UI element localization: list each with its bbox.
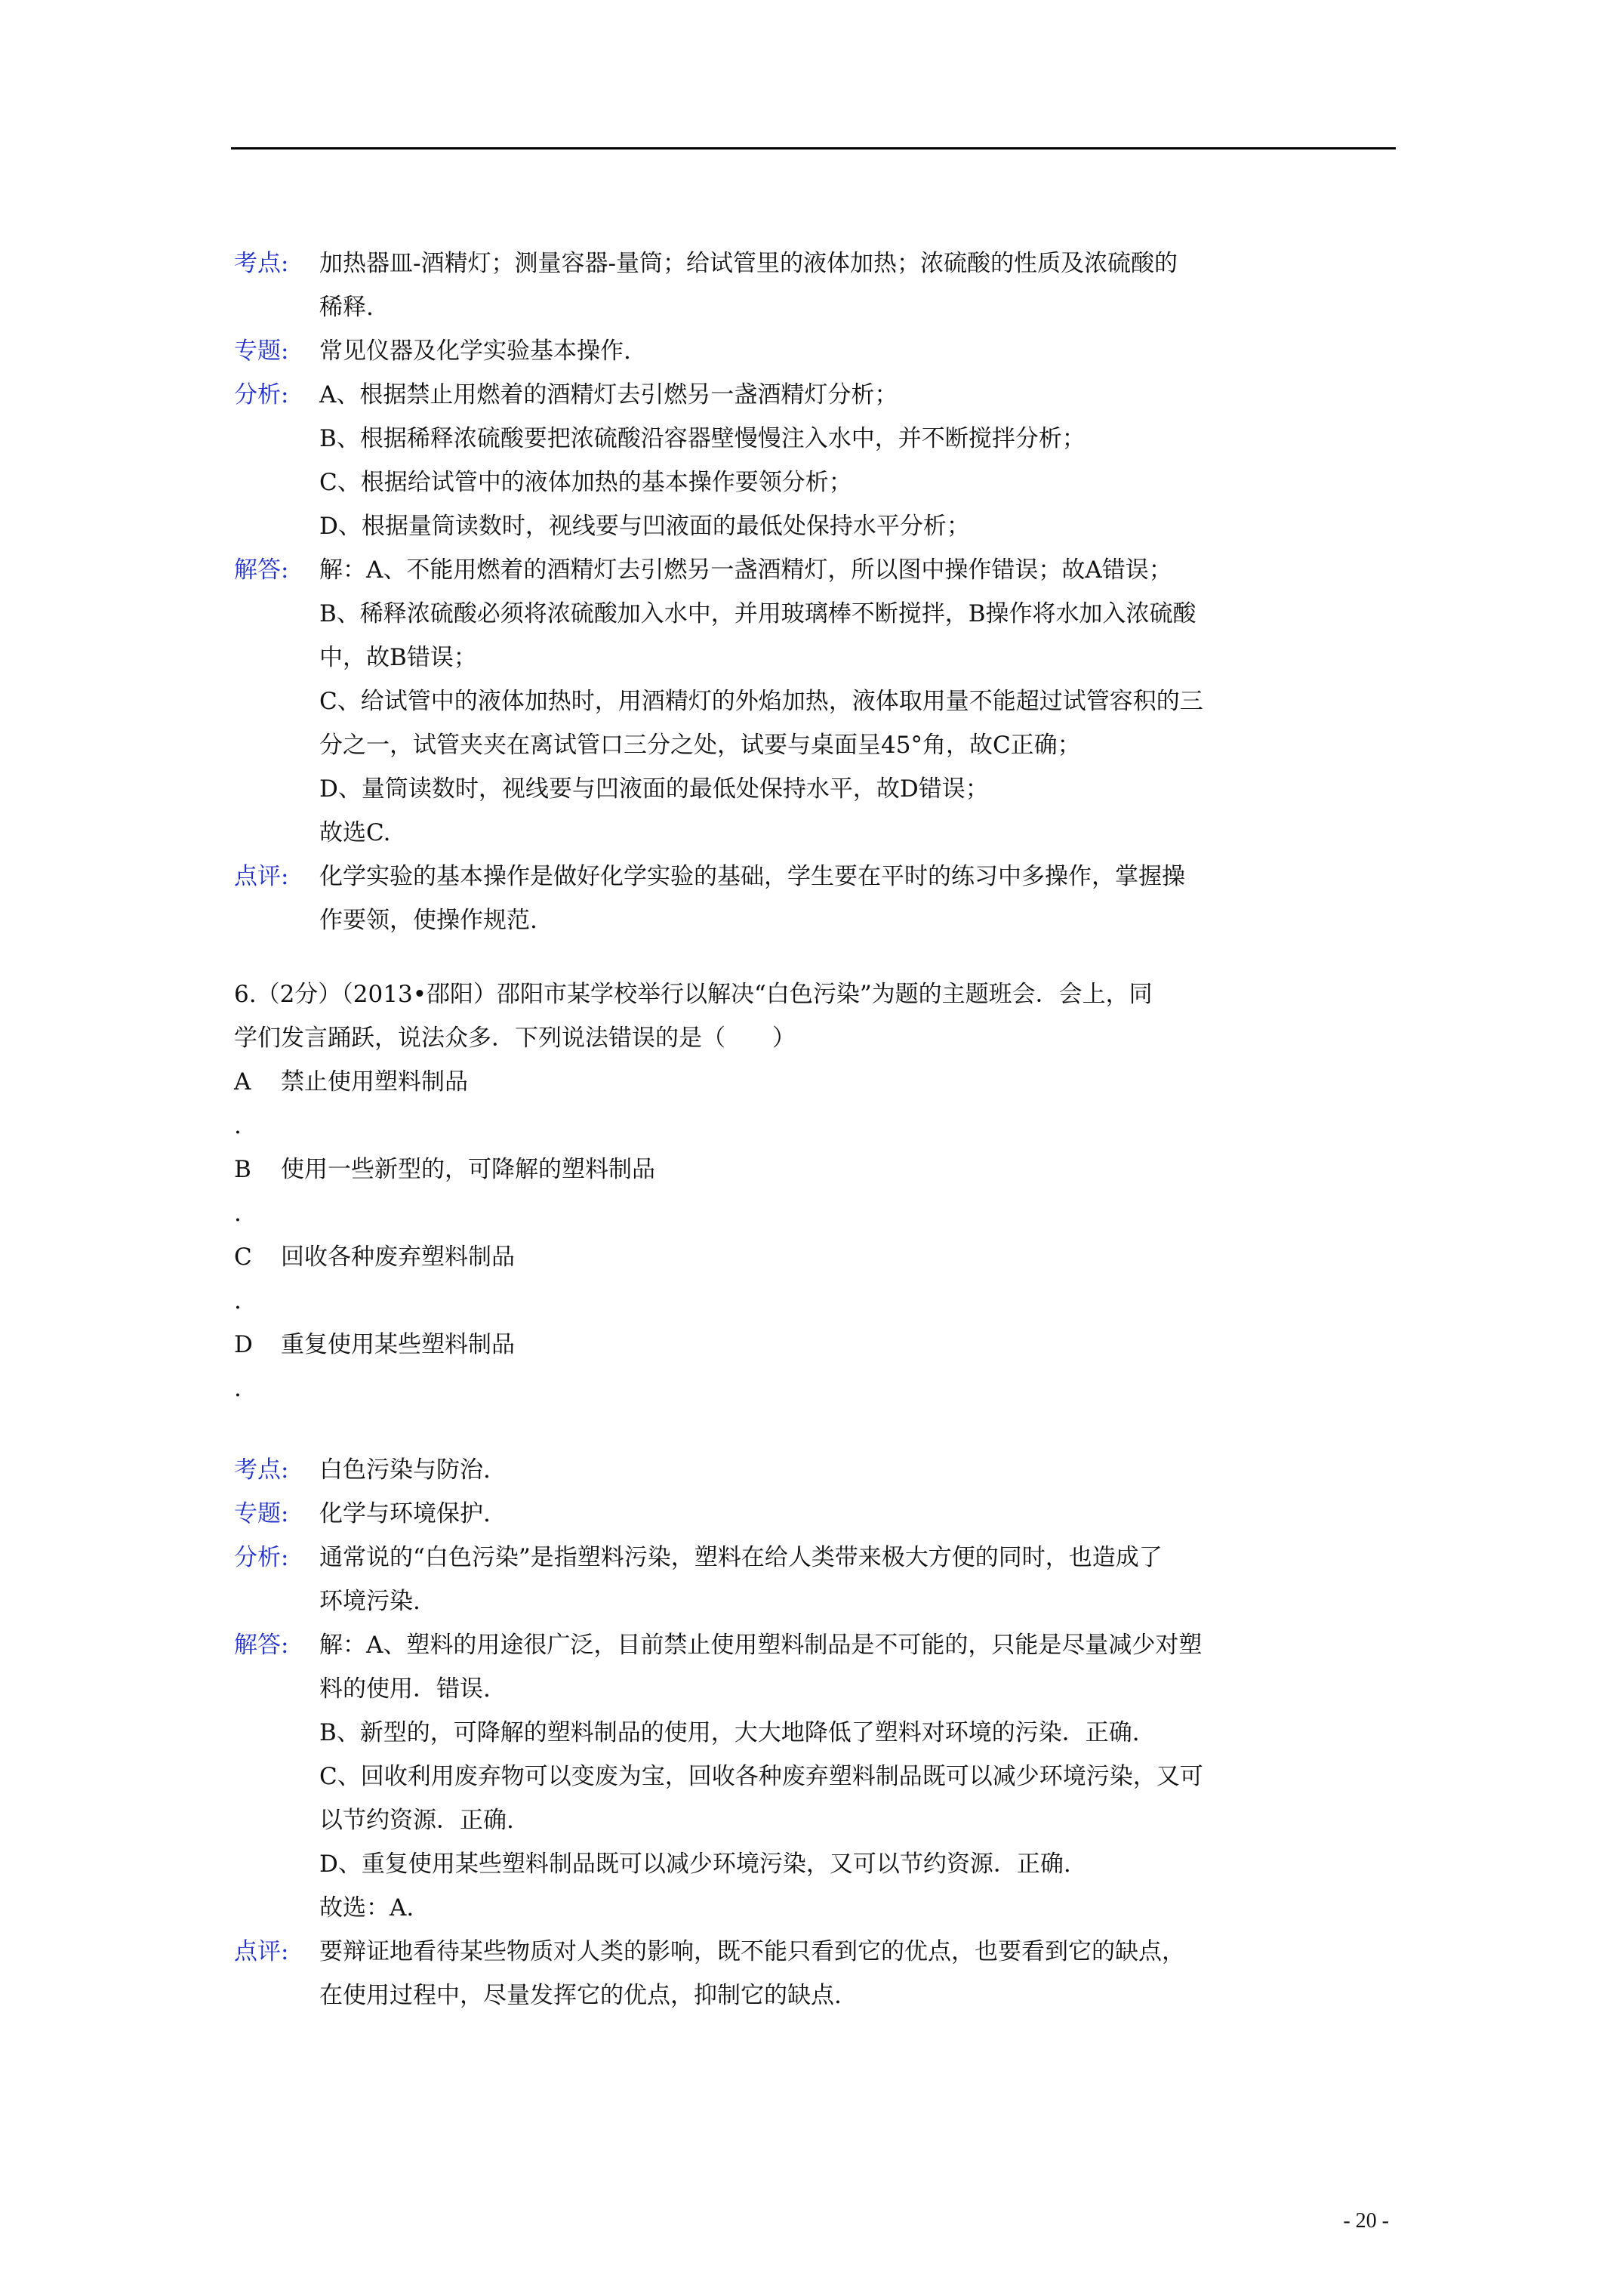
q6-zhuanti bbox=[234, 1492, 1397, 1536]
text-line: B、稀释浓硫酸必须将浓硫酸加入水中，并用玻璃棒不断搅拌，B操作将水加入浓硫酸 bbox=[319, 600, 1196, 627]
q6-dianping bbox=[234, 1930, 1397, 2017]
text-line: 通常说的“白色污染”是指塑料污染，塑料在给人类带来极大方便的同时，也造成了 bbox=[319, 1544, 1163, 1571]
text-line: 化学与环境保护. bbox=[319, 1500, 491, 1527]
option-dot: . bbox=[234, 1375, 242, 1402]
page-number: - 20 - bbox=[1343, 2209, 1389, 2233]
jieda-label: 解答: bbox=[234, 556, 289, 584]
q5-jieda bbox=[234, 548, 1397, 855]
option-b bbox=[234, 1148, 1397, 1191]
q6-jieda bbox=[234, 1623, 1397, 1930]
question-stem-line: 6.（2分）（2013•邵阳）邵阳市某学校举行以解决“白色污染”为题的主题班会．会上，同 bbox=[234, 981, 1153, 1008]
option-text: 重复使用某些塑料制品 bbox=[281, 1331, 515, 1358]
option-a bbox=[234, 1060, 1397, 1104]
dianping-label: 点评: bbox=[234, 863, 289, 890]
text-line: B、新型的，可降解的塑料制品的使用，大大地降低了塑料对环境的污染．正确. bbox=[319, 1719, 1140, 1746]
option-c bbox=[234, 1235, 1397, 1279]
text-line: C、给试管中的液体加热时，用酒精灯的外焰加热，液体取用量不能超过试管容积的三 bbox=[319, 688, 1203, 715]
text-line: D、根据量筒读数时，视线要与凹液面的最低处保持水平分析； bbox=[319, 513, 970, 540]
text-line: 要辩证地看待某些物质对人类的影响，既不能只看到它的优点，也要看到它的缺点， bbox=[319, 1938, 1185, 1965]
question-stem-line: 学们发言踊跃，说法众多．下列说法错误的是（ ） bbox=[234, 1025, 796, 1052]
zhuanti-label: 专题: bbox=[234, 1500, 289, 1527]
zhuanti-label: 专题: bbox=[234, 337, 289, 365]
option-letter: D bbox=[234, 1331, 253, 1358]
text-line: 加热器皿-酒精灯；测量容器-量筒；给试管里的液体加热；浓硫酸的性质及浓硫酸的 bbox=[319, 250, 1178, 277]
q5-fenxi bbox=[234, 373, 1397, 548]
text-line: 环境污染. bbox=[319, 1588, 420, 1615]
page-content bbox=[234, 242, 1397, 2017]
option-d bbox=[234, 1323, 1397, 1367]
text-line: 常见仪器及化学实验基本操作. bbox=[319, 337, 631, 365]
text-line: D、量筒读数时，视线要与凹液面的最低处保持水平，故D错误； bbox=[319, 775, 989, 803]
option-letter: C bbox=[234, 1244, 252, 1271]
text-line: 故选：A. bbox=[319, 1894, 414, 1922]
q5-zhuanti bbox=[234, 329, 1397, 373]
q5-kaodian bbox=[234, 242, 1397, 329]
text-line: 化学实验的基本操作是做好化学实验的基础，学生要在平时的练习中多操作，掌握操 bbox=[319, 863, 1185, 890]
text-line: 料的使用．错误. bbox=[319, 1675, 491, 1703]
text-line: 以节约资源．正确. bbox=[319, 1807, 514, 1834]
q6-kaodian bbox=[234, 1448, 1397, 1492]
text-line: 在使用过程中，尽量发挥它的优点，抑制它的缺点. bbox=[319, 1982, 842, 2009]
option-letter: A bbox=[234, 1068, 251, 1096]
text-line: B、根据稀释浓硫酸要把浓硫酸沿容器壁慢慢注入水中，并不断搅拌分析； bbox=[319, 425, 1086, 452]
option-dot: . bbox=[234, 1200, 242, 1227]
q5-dianping bbox=[234, 855, 1397, 942]
text-line: 中，故B错误； bbox=[319, 644, 477, 671]
fenxi-label: 分析: bbox=[234, 381, 289, 408]
text-line: D、重复使用某些塑料制品既可以减少环境污染，又可以节约资源．正确. bbox=[319, 1851, 1071, 1878]
option-text: 回收各种废弃塑料制品 bbox=[281, 1244, 515, 1271]
text-line: 解：A、不能用燃着的酒精灯去引燃另一盏酒精灯，所以图中操作错误；故A错误； bbox=[319, 556, 1172, 584]
option-text: 禁止使用塑料制品 bbox=[281, 1068, 468, 1096]
option-letter: B bbox=[234, 1156, 251, 1183]
text-line: 作要领，使操作规范. bbox=[319, 907, 537, 934]
text-line: C、根据给试管中的液体加热的基本操作要领分析； bbox=[319, 469, 852, 496]
dianping-label: 点评: bbox=[234, 1938, 289, 1965]
fenxi-label: 分析: bbox=[234, 1544, 289, 1571]
text-line: 分之一，试管夹夹在离试管口三分之处，试要与桌面呈45°角，故C正确； bbox=[319, 732, 1081, 759]
question-6 bbox=[234, 972, 1397, 1410]
text-line: C、回收利用废弃物可以变废为宝，回收各种废弃塑料制品既可以减少环境污染，又可 bbox=[319, 1763, 1203, 1790]
jieda-label: 解答: bbox=[234, 1632, 289, 1659]
text-line: 故选C. bbox=[319, 819, 391, 846]
option-dot: . bbox=[234, 1287, 242, 1314]
q6-fenxi bbox=[234, 1536, 1397, 1623]
kaodian-label: 考点: bbox=[234, 250, 289, 277]
text-line: 解：A、塑料的用途很广泛，目前禁止使用塑料制品是不可能的，只能是尽量减少对塑 bbox=[319, 1632, 1203, 1659]
option-text: 使用一些新型的，可降解的塑料制品 bbox=[281, 1156, 655, 1183]
text-line: 稀释. bbox=[319, 294, 374, 321]
header-rule bbox=[231, 147, 1396, 149]
text-line: A、根据禁止用燃着的酒精灯去引燃另一盏酒精灯分析； bbox=[319, 381, 898, 408]
option-dot: . bbox=[234, 1112, 242, 1139]
text-line: 白色污染与防治. bbox=[319, 1456, 491, 1484]
kaodian-label: 考点: bbox=[234, 1456, 289, 1484]
